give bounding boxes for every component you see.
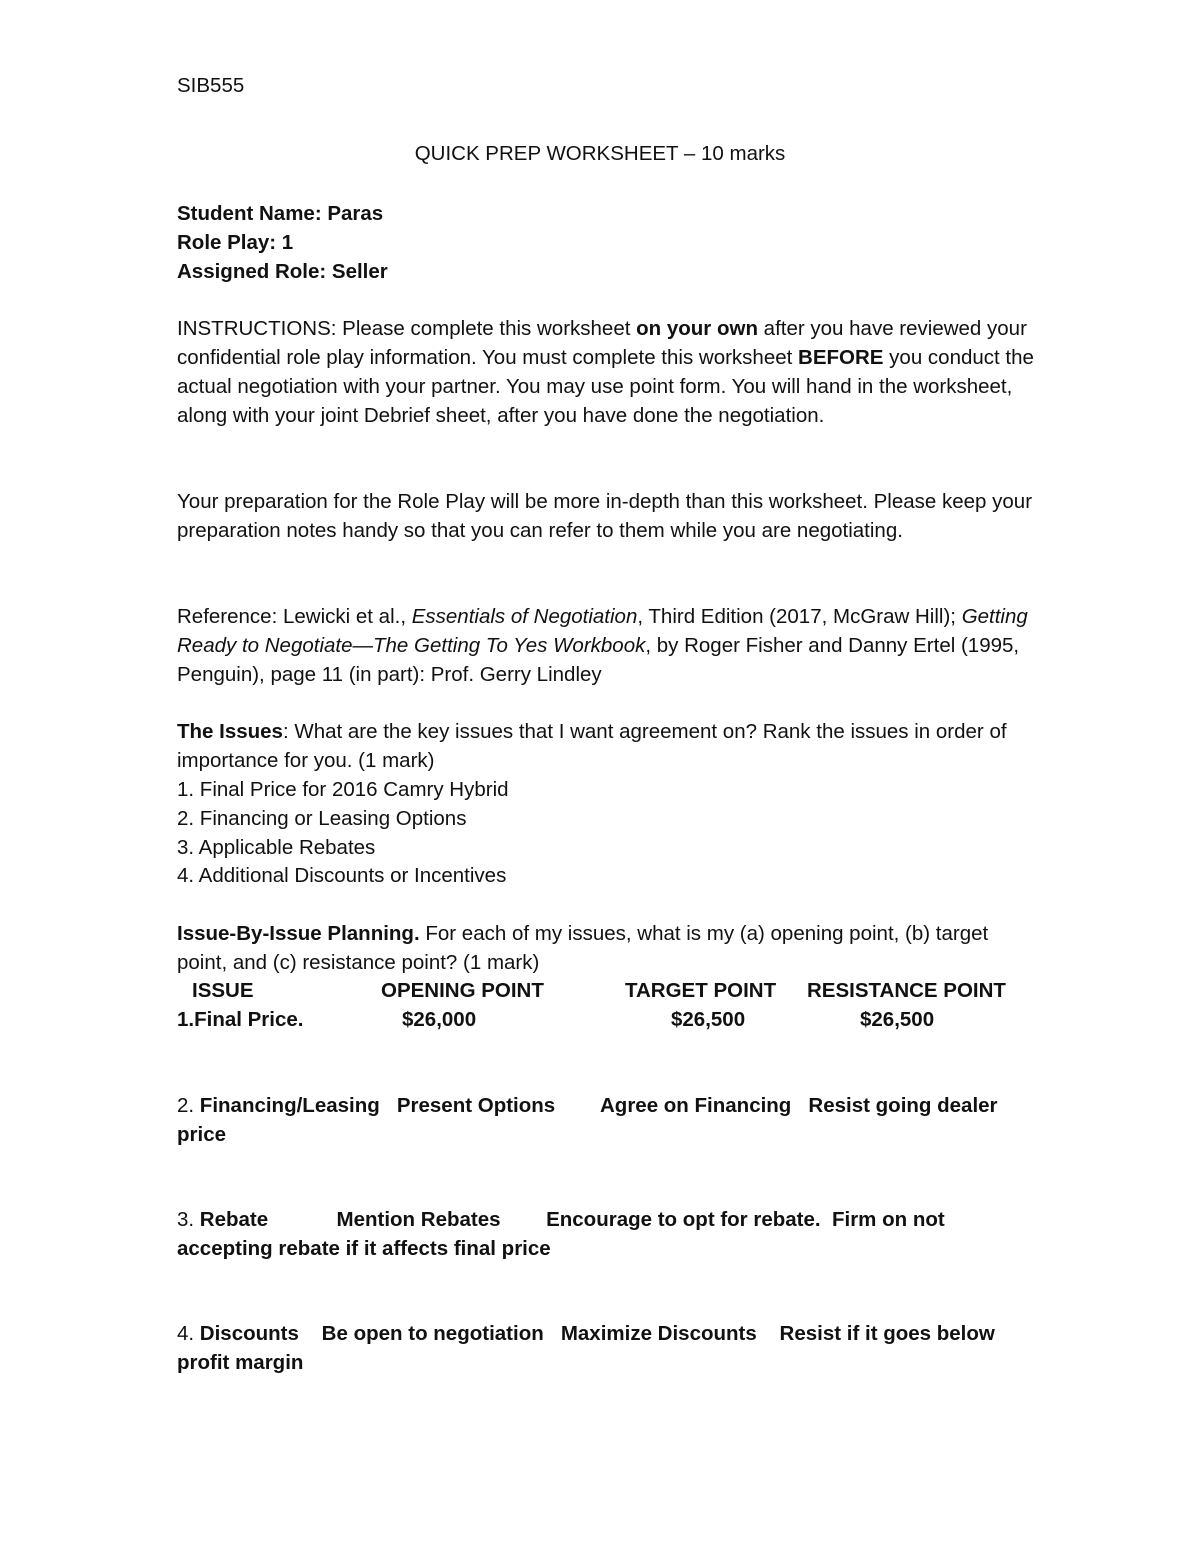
planning-row-rebate xyxy=(177,1205,945,1234)
instructions-lead: INSTRUCTIONS: Please complete this worksheet xyxy=(177,317,637,340)
assigned-role: Assigned Role: Seller xyxy=(177,260,388,283)
row-text: Rebate Mention Rebates Encourage to opt for rebate. Firm on not xyxy=(199,1208,945,1231)
planning-row-financing-cont: price xyxy=(177,1123,226,1146)
column-header-resistance: RESISTANCE POINT xyxy=(807,979,1006,1002)
row-number: 2. xyxy=(177,1094,200,1117)
reference-mid: , Third Edition (2017, McGraw Hill); xyxy=(637,605,962,628)
preparation-note: Your preparation for the Role Play will be more in-depth than this worksheet. Please keep your preparation notes handy so that you can refer to them while you are negotiating. xyxy=(177,490,1033,542)
planning-row-rebate-cont: accepting rebate if it affects final price xyxy=(177,1237,551,1260)
issues-prompt: : What are the key issues that I want agreement on? Rank the issues in order of importance for you. (1 mark) xyxy=(177,720,1007,772)
instructions-emphasis-before: BEFORE xyxy=(798,346,884,369)
reference-paragraph xyxy=(177,602,1037,689)
instructions-mid: after you have reviewed your confidential role play information. You must complete this worksheet xyxy=(177,317,1027,369)
row-number: 4. xyxy=(177,1322,200,1345)
issues-heading: The Issues xyxy=(177,720,283,743)
issues-section xyxy=(177,717,1037,775)
row-text: Financing/Leasing Present Options Agree on Financing Resist going dealer xyxy=(199,1094,998,1117)
planning-prompt: For each of my issues, what is my (a) opening point, (b) target point, and (c) resistance point? (1 mark) xyxy=(177,922,989,974)
planning-row-discounts-cont: profit margin xyxy=(177,1351,304,1374)
planning-heading: Issue-By-Issue Planning. xyxy=(177,922,420,945)
column-header-opening: OPENING POINT xyxy=(381,979,544,1002)
row-number: 3. xyxy=(177,1208,200,1231)
planning-section xyxy=(177,919,1037,977)
issue-item: 1. Final Price for 2016 Camry Hybrid xyxy=(177,778,509,801)
issue-item: 2. Financing or Leasing Options xyxy=(177,807,467,830)
issue-item: 4. Additional Discounts or Incentives xyxy=(177,864,507,887)
row-resistance: $26,500 xyxy=(860,1008,935,1031)
column-header-target: TARGET POINT xyxy=(625,979,777,1002)
column-header-issue: ISSUE xyxy=(192,979,254,1002)
instructions-paragraph xyxy=(177,314,1037,430)
row-issue: 1.Final Price. xyxy=(177,1008,304,1031)
planning-row-discounts xyxy=(177,1319,995,1348)
instructions-tail: you conduct the actual negotiation with your partner. You may use point form. You will hand in the worksheet, along with your joint Debrief sheet, after you have done the negotiation. xyxy=(177,346,1034,427)
course-code: SIB555 xyxy=(177,74,245,97)
instructions-emphasis-own: on your own xyxy=(636,317,758,340)
planning-row-financing xyxy=(177,1091,998,1120)
role-play-number: Role Play: 1 xyxy=(177,231,294,254)
issue-item: 3. Applicable Rebates xyxy=(177,836,376,859)
reference-lead: Reference: Lewicki et al., xyxy=(177,605,412,628)
reference-tail: , by Roger Fisher and Danny Ertel (1995, Penguin), page 11 (in part): Prof. Gerry Lindley xyxy=(177,634,1020,686)
reference-book-getting-ready: Getting Ready to Negotiate—The Getting To Yes Workbook xyxy=(177,605,1028,657)
reference-book-essentials: Essentials of Negotiation xyxy=(411,605,638,628)
row-target: $26,500 xyxy=(671,1008,746,1031)
row-opening: $26,000 xyxy=(402,1008,477,1031)
student-name: Student Name: Paras xyxy=(177,202,384,225)
worksheet-title: QUICK PREP WORKSHEET – 10 marks xyxy=(414,142,786,165)
row-text: Discounts Be open to negotiation Maximize Discounts Resist if it goes below xyxy=(199,1322,995,1345)
